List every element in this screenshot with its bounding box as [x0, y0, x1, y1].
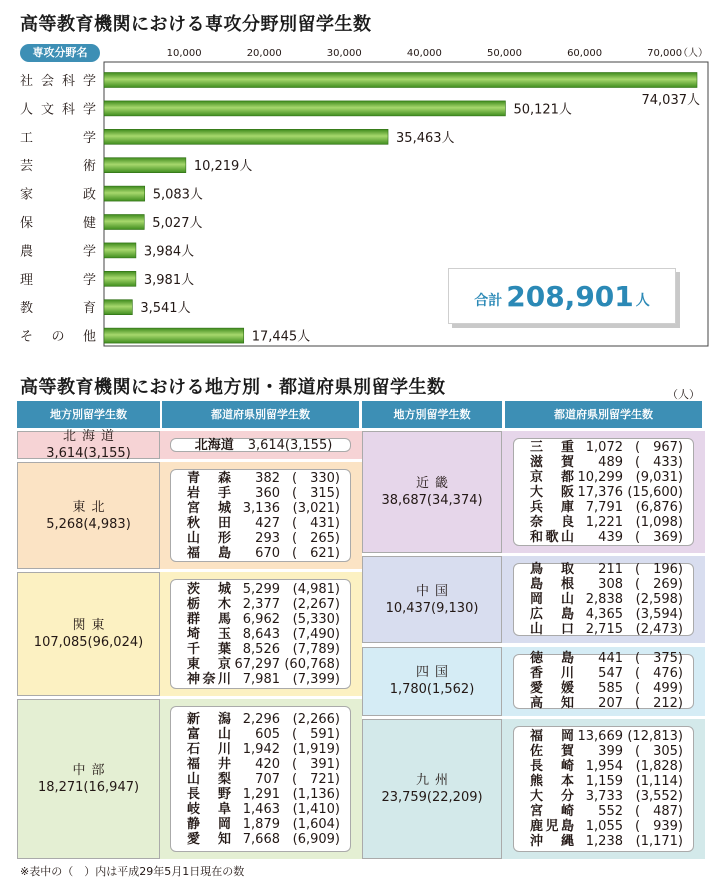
- pref-prev-value: ( 212): [635, 696, 683, 712]
- x-tick-label: 30,000: [326, 48, 362, 59]
- pref-header-left: 都道府県別留学生数: [162, 401, 359, 428]
- bar: [104, 101, 505, 116]
- pref-prev-value: (1,919): [292, 741, 340, 757]
- pref-prev-value: ( 433): [635, 454, 683, 470]
- pref-value: 439: [598, 529, 623, 545]
- pref-row: [187, 546, 340, 561]
- region-cell: [17, 572, 160, 696]
- pref-name: 岡山: [530, 592, 574, 608]
- total-value: 208,901: [506, 279, 634, 313]
- pref-row: [187, 471, 340, 486]
- pref-value: 207: [598, 696, 623, 712]
- bar: [104, 243, 136, 258]
- category-label: そ の 他: [20, 329, 96, 345]
- pref-row: [187, 802, 340, 817]
- region-name: 東北: [72, 499, 111, 515]
- region-value: 18,271(16,947): [37, 780, 140, 796]
- pref-name: 石川: [187, 741, 231, 757]
- pref-value: 67,297: [234, 656, 280, 672]
- pref-value: 1,954: [585, 759, 623, 775]
- total-label: 合計: [474, 293, 503, 309]
- pref-name: 茨城: [187, 581, 231, 597]
- region-header-right: 地方別留学生数: [362, 401, 502, 428]
- pref-row: [187, 787, 340, 802]
- pref-box: [170, 706, 351, 852]
- bar: [104, 300, 132, 315]
- pref-name: 三重: [530, 439, 574, 455]
- pref-name: 長崎: [530, 759, 574, 775]
- pref-name: 群馬: [187, 611, 231, 627]
- pref-row: [530, 729, 683, 744]
- category-label: 社会科学: [20, 74, 96, 89]
- pref-name: 奈良: [530, 514, 574, 530]
- region-name: 北海道: [62, 429, 120, 445]
- pref-value: 13,669: [577, 729, 623, 745]
- pref-name: 徳島: [530, 651, 574, 667]
- pref-name: 熊本: [530, 774, 574, 790]
- pref-row: [187, 501, 340, 516]
- region-value: 1,780(1,562): [389, 682, 475, 698]
- pref-name: 高知: [530, 696, 574, 712]
- pref-value: 1,942: [242, 741, 280, 757]
- pref-name: 静岡: [187, 816, 231, 832]
- pref-prev-value: (7,789): [292, 641, 340, 657]
- pref-name: 鳥取: [530, 562, 574, 578]
- pref-prev-value: (1,410): [292, 801, 340, 817]
- pref-prev-value: (1,828): [635, 759, 683, 775]
- pref-row: [187, 772, 340, 787]
- pref-prev-value: (3,021): [292, 500, 340, 516]
- bar: [104, 215, 144, 230]
- pref-value: 427: [255, 515, 280, 531]
- table-unit: （人）: [667, 388, 700, 401]
- pref-row: [187, 486, 340, 501]
- value-label: 5,083人: [152, 187, 203, 203]
- pref-row: [187, 612, 340, 627]
- pref-prev-value: (9,031): [635, 469, 683, 485]
- pref-prev-value: (1,098): [635, 514, 683, 530]
- value-label: 17,445人: [251, 329, 311, 345]
- pref-value: 552: [598, 804, 623, 820]
- x-tick-label: 70,000: [647, 48, 683, 59]
- pref-row: [530, 696, 683, 711]
- pref-value: 3,136: [242, 500, 280, 516]
- pref-row: [530, 592, 683, 607]
- pref-name: 栃木: [187, 596, 231, 612]
- pref-prev-value: ( 591): [292, 726, 340, 742]
- region-name: 関東: [72, 618, 111, 634]
- region-value: 5,268(4,983): [46, 516, 131, 532]
- pref-row: [187, 627, 340, 642]
- category-label: 理 学: [20, 272, 96, 288]
- pref-prev-value: ( 939): [635, 819, 683, 835]
- pref-value: 441: [598, 651, 623, 667]
- pref-row: [530, 681, 683, 696]
- bar: [104, 186, 145, 201]
- pref-name: 千葉: [187, 641, 231, 657]
- pref-prev-value: ( 487): [635, 804, 683, 820]
- pref-value: 1,055: [585, 819, 623, 835]
- pref-value: 547: [598, 666, 623, 682]
- region-name: 中部: [72, 763, 111, 779]
- pref-prev-value: (1,604): [292, 816, 340, 832]
- pref-value: 2,296: [242, 711, 280, 727]
- pref-value: 5,299: [242, 581, 280, 597]
- region-name: 四国: [415, 665, 454, 681]
- value-label: 3,984人: [143, 244, 195, 260]
- x-tick-label: 20,000: [246, 48, 282, 59]
- value-label: 3,981人: [143, 272, 195, 288]
- bar: [104, 271, 136, 286]
- pref-name: 愛媛: [530, 681, 574, 697]
- x-tick-label: 10,000: [166, 48, 202, 59]
- pref-row: [530, 622, 683, 637]
- pref-box: [170, 438, 351, 452]
- pref-value: 7,668: [242, 831, 280, 847]
- pref-prev-value: ( 305): [635, 744, 683, 760]
- table-note: ※表中の（ ）内は平成29年5月1日現在の数: [20, 865, 245, 878]
- pref-value: 1,879: [242, 816, 280, 832]
- pref-name: 福井: [187, 756, 231, 772]
- pref-box: [170, 579, 351, 689]
- pref-row: [530, 666, 683, 681]
- pref-row: [530, 440, 683, 455]
- region-name: 近畿: [415, 476, 454, 492]
- category-label: 工 学: [20, 130, 96, 146]
- pref-value: 4,365: [585, 607, 623, 623]
- pref-header-right: 都道府県別留学生数: [505, 401, 702, 428]
- pref-name: 愛知: [187, 831, 231, 847]
- pref-name: 沖縄: [530, 834, 574, 850]
- pref-name: 広島: [530, 607, 574, 623]
- pref-value: 2,715: [585, 622, 623, 638]
- region-value: 107,085(96,024): [33, 635, 144, 651]
- pref-name: 新潟: [187, 711, 231, 727]
- region-name: 九州: [415, 773, 454, 789]
- pref-row: [530, 789, 683, 804]
- pref-name: 山梨: [187, 771, 231, 787]
- pref-row: [530, 577, 683, 592]
- pref-prev-value: (2,267): [292, 596, 340, 612]
- pref-row: [530, 515, 683, 530]
- category-label: 家 政: [20, 187, 96, 203]
- region-cell: [17, 699, 160, 859]
- pref-row: [530, 819, 683, 834]
- pref-prev-value: (4,981): [292, 581, 340, 597]
- pref-row: [187, 657, 340, 672]
- pref-value: 382: [255, 470, 280, 486]
- pref-prev-value: ( 721): [292, 771, 340, 787]
- x-tick-label: 50,000: [486, 48, 522, 59]
- pref-value: 3,614: [247, 437, 285, 453]
- pref-row: [187, 642, 340, 657]
- pref-value: 670: [255, 545, 280, 561]
- pref-name: 福岡: [530, 729, 574, 745]
- pref-prev-value: (1,171): [635, 834, 683, 850]
- pref-row: [187, 672, 340, 687]
- pref-prev-value: (1,136): [292, 786, 340, 802]
- pref-name: 滋賀: [530, 454, 574, 470]
- pref-prev-value: (3,155): [284, 437, 333, 453]
- pref-row: [187, 742, 340, 757]
- pref-name: 北海道: [194, 437, 234, 453]
- region-value: 23,759(22,209): [381, 790, 483, 806]
- pref-value: 7,981: [242, 671, 280, 687]
- pref-prev-value: (15,600): [627, 484, 683, 500]
- category-label: 人文科学: [20, 102, 96, 118]
- pref-name: 神奈川: [187, 671, 231, 687]
- pref-row: [187, 597, 340, 612]
- pref-box: [170, 469, 351, 562]
- pref-value: 8,526: [242, 641, 280, 657]
- pref-box: [513, 651, 694, 712]
- pref-prev-value: ( 499): [635, 681, 683, 697]
- pref-prev-value: ( 621): [292, 545, 340, 561]
- value-label: 50,121人: [513, 102, 572, 118]
- region-name: 中国: [415, 583, 454, 599]
- pref-prev-value: (3,594): [635, 607, 683, 623]
- pref-name: 福島: [187, 545, 231, 561]
- pref-name: 岩手: [187, 485, 231, 501]
- pref-box: [513, 563, 694, 636]
- region-value: 10,437(9,130): [385, 600, 479, 616]
- region-cell: [362, 431, 502, 553]
- pref-prev-value: ( 391): [292, 756, 340, 772]
- pref-value: 293: [255, 530, 280, 546]
- pref-name: 青森: [187, 470, 231, 486]
- pref-value: 6,962: [242, 611, 280, 627]
- category-label: 芸 術: [20, 159, 96, 175]
- pref-row: [530, 530, 683, 545]
- pref-name: 香川: [530, 666, 574, 682]
- pref-value: 489: [598, 454, 623, 470]
- pref-value: 7,791: [585, 499, 623, 515]
- pref-row: [530, 485, 683, 500]
- x-tick-label: 60,000: [567, 48, 603, 59]
- pref-value: 1,159: [585, 774, 623, 790]
- pref-value: 211: [598, 562, 623, 578]
- category-label: 保 健: [20, 216, 96, 231]
- pref-name: 東京: [187, 656, 231, 672]
- pref-name: 大分: [530, 789, 574, 805]
- pref-name: 宮崎: [530, 804, 574, 820]
- pref-prev-value: ( 315): [292, 485, 340, 501]
- category-label: 農 学: [20, 244, 96, 260]
- pref-prev-value: (6,876): [635, 499, 683, 515]
- pref-row: [530, 607, 683, 622]
- pref-prev-value: (6,909): [292, 831, 340, 847]
- pref-row: [530, 455, 683, 470]
- pref-prev-value: ( 330): [292, 470, 340, 486]
- pref-row: [187, 582, 340, 597]
- pref-prev-value: (7,399): [292, 671, 340, 687]
- pref-name: 埼玉: [187, 626, 231, 642]
- pref-name: 富山: [187, 726, 231, 742]
- region-header-left: 地方別留学生数: [17, 401, 160, 428]
- pref-value: 585: [598, 681, 623, 697]
- pref-row: [187, 516, 340, 531]
- pref-row: [530, 804, 683, 819]
- pref-name: 和歌山: [530, 529, 574, 545]
- pref-prev-value: (1,114): [635, 774, 683, 790]
- pref-value: 17,376: [577, 484, 623, 500]
- x-tick-label: 40,000: [406, 48, 442, 59]
- pref-row: [530, 834, 683, 849]
- value-label: 3,541人: [140, 301, 191, 317]
- pref-prev-value: ( 967): [635, 439, 683, 455]
- pref-row: [187, 531, 340, 546]
- pref-name: 岐阜: [187, 801, 231, 817]
- pref-value: 420: [255, 756, 280, 772]
- region-value: 38,687(34,374): [381, 493, 483, 509]
- pref-name: 長野: [187, 786, 231, 802]
- total-box: [448, 268, 676, 324]
- category-label: 教 育: [20, 301, 96, 317]
- pref-row: [187, 712, 340, 727]
- pref-name: 島根: [530, 577, 574, 593]
- pref-value: 1,238: [585, 834, 623, 850]
- pref-prev-value: (5,330): [292, 611, 340, 627]
- bar: [104, 129, 388, 144]
- bar: [104, 158, 186, 173]
- pref-row: [530, 562, 683, 577]
- pref-name: 山形: [187, 530, 231, 546]
- pref-name: 京都: [530, 469, 574, 485]
- pref-prev-value: ( 431): [292, 515, 340, 531]
- pref-value: 1,463: [242, 801, 280, 817]
- chart-title: 高等教育機関における専攻分野別留学生数: [20, 14, 372, 35]
- pref-value: 605: [255, 726, 280, 742]
- bar: [104, 328, 244, 343]
- pref-row: [187, 757, 340, 772]
- pref-name: 鹿児島: [530, 819, 574, 835]
- table-title: 高等教育機関における地方別・都道府県別留学生数: [20, 377, 446, 398]
- region-cell: [362, 647, 502, 717]
- pref-prev-value: (2,266): [292, 711, 340, 727]
- pref-prev-value: ( 375): [635, 651, 683, 667]
- total-unit: 人: [635, 293, 650, 309]
- pref-row: [530, 470, 683, 485]
- pref-value: 308: [598, 577, 623, 593]
- pref-prev-value: ( 476): [635, 666, 683, 682]
- pref-row: [187, 438, 340, 453]
- region-cell: [17, 429, 160, 462]
- pref-name: 秋田: [187, 515, 231, 531]
- pref-value: 3,733: [585, 789, 623, 805]
- pref-row: [187, 832, 340, 847]
- pref-prev-value: ( 196): [635, 562, 683, 578]
- pref-name: 宮城: [187, 500, 231, 516]
- value-label: 74,037人: [641, 93, 700, 108]
- pref-row: [530, 744, 683, 759]
- pref-value: 8,643: [242, 626, 280, 642]
- value-label: 10,219人: [193, 159, 253, 175]
- pref-name: 兵庫: [530, 499, 574, 515]
- pref-name: 佐賀: [530, 744, 574, 760]
- pref-row: [530, 500, 683, 515]
- pref-prev-value: ( 265): [292, 530, 340, 546]
- x-unit-label: （人）: [678, 48, 708, 59]
- bar: [104, 73, 697, 88]
- pref-prev-value: (7,490): [292, 626, 340, 642]
- pref-box: [513, 438, 694, 546]
- pref-value: 2,838: [585, 592, 623, 608]
- pref-row: [530, 774, 683, 789]
- pref-prev-value: (2,598): [635, 592, 683, 608]
- pref-value: 707: [255, 771, 280, 787]
- pref-prev-value: (2,473): [635, 622, 683, 638]
- pref-prev-value: ( 269): [635, 577, 683, 593]
- pref-row: [187, 727, 340, 742]
- pref-value: 399: [598, 744, 623, 760]
- pref-row: [530, 759, 683, 774]
- region-value: 3,614(3,155): [46, 446, 131, 462]
- value-label: 5,027人: [152, 216, 203, 231]
- pref-value: 10,299: [577, 469, 623, 485]
- pref-name: 山口: [530, 622, 574, 638]
- pref-value: 360: [255, 485, 280, 501]
- category-header-badge: 専攻分野名: [20, 44, 100, 62]
- pref-box: [513, 726, 694, 852]
- pref-value: 1,221: [585, 514, 623, 530]
- region-cell: [362, 556, 502, 643]
- pref-prev-value: ( 369): [635, 529, 683, 545]
- pref-value: 1,291: [242, 786, 280, 802]
- pref-row: [187, 817, 340, 832]
- pref-prev-value: (3,552): [635, 789, 683, 805]
- region-cell: [362, 719, 502, 859]
- pref-name: 大阪: [530, 484, 574, 500]
- pref-value: 1,072: [585, 439, 623, 455]
- pref-prev-value: (60,768): [284, 656, 340, 672]
- pref-prev-value: (12,813): [627, 729, 683, 745]
- value-label: 35,463人: [396, 130, 455, 146]
- pref-row: [530, 651, 683, 666]
- region-cell: [17, 462, 160, 569]
- pref-value: 2,377: [242, 596, 280, 612]
